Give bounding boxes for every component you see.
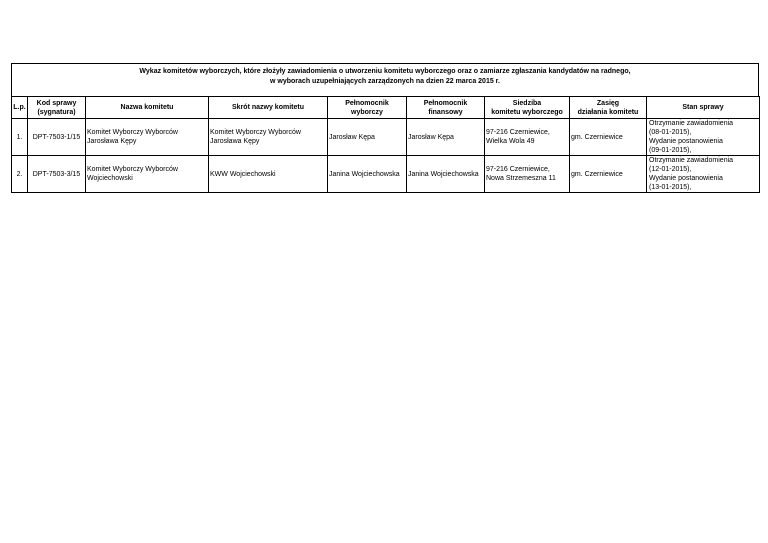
document-sheet	[11, 63, 759, 193]
cell-siedziba: 97-216 Czerniewice, Nowa Strzemeszna 11	[485, 156, 570, 193]
cell-siedziba: 97-216 Czerniewice, Wielka Wola 49	[485, 119, 570, 156]
title-line-2: w wyborach uzupełniających zarządzonych na dzien 22 marca 2015 r.	[270, 78, 500, 85]
cell-kod: DPT-7503-3/15	[28, 156, 86, 193]
cell-lp: 1.	[12, 119, 28, 156]
header-kod: Kod sprawy (sygnatura)	[28, 97, 86, 119]
cell-stan: Otrzymanie zawiadomienia (08-01-2015), Wydanie postanowienia (09-01-2015),	[647, 119, 760, 156]
header-nazwa: Nazwa komitetu	[86, 97, 209, 119]
cell-nazwa: Komitet Wyborczy Wyborców Wojciechowski	[86, 156, 209, 193]
header-pelnomocnik-wyborczy: Pełnomocnik wyborczy	[328, 97, 407, 119]
committees-table	[11, 96, 760, 193]
cell-skrot: KWW Wojciechowski	[209, 156, 328, 193]
header-siedziba: Siedziba komitetu wyborczego	[485, 97, 570, 119]
cell-zasieg: gm. Czerniewice	[570, 119, 647, 156]
header-pelnomocnik-finansowy: Pełnomocnik finansowy	[407, 97, 485, 119]
table-row	[12, 156, 760, 193]
document-title	[11, 63, 759, 96]
header-stan: Stan sprawy	[647, 97, 760, 119]
cell-pelnomocnik-wyborczy: Jarosław Kępa	[328, 119, 407, 156]
header-lp: L.p.	[12, 97, 28, 119]
cell-pelnomocnik-wyborczy: Janina Wojciechowska	[328, 156, 407, 193]
header-zasieg: Zasięg działania komitetu	[570, 97, 647, 119]
title-line-1: Wykaz komitetów wyborczych, które złożyły zawiadomienia o utworzeniu komitetu wyborczego oraz o zamiarze zgłaszania kandydatów na radnego,	[139, 68, 631, 75]
cell-zasieg: gm. Czerniewice	[570, 156, 647, 193]
cell-pelnomocnik-finansowy: Jarosław Kępa	[407, 119, 485, 156]
table-header-row	[12, 97, 760, 119]
header-skrot: Skrót nazwy komitetu	[209, 97, 328, 119]
cell-stan: Otrzymanie zawiadomienia (12-01-2015), Wydanie postanowienia (13-01-2015),	[647, 156, 760, 193]
cell-kod: DPT-7503-1/15	[28, 119, 86, 156]
cell-nazwa: Komitet Wyborczy Wyborców Jarosława Kępy	[86, 119, 209, 156]
cell-skrot: Komitet Wyborczy Wyborców Jarosława Kępy	[209, 119, 328, 156]
cell-pelnomocnik-finansowy: Janina Wojciechowska	[407, 156, 485, 193]
table-row	[12, 119, 760, 156]
cell-lp: 2.	[12, 156, 28, 193]
